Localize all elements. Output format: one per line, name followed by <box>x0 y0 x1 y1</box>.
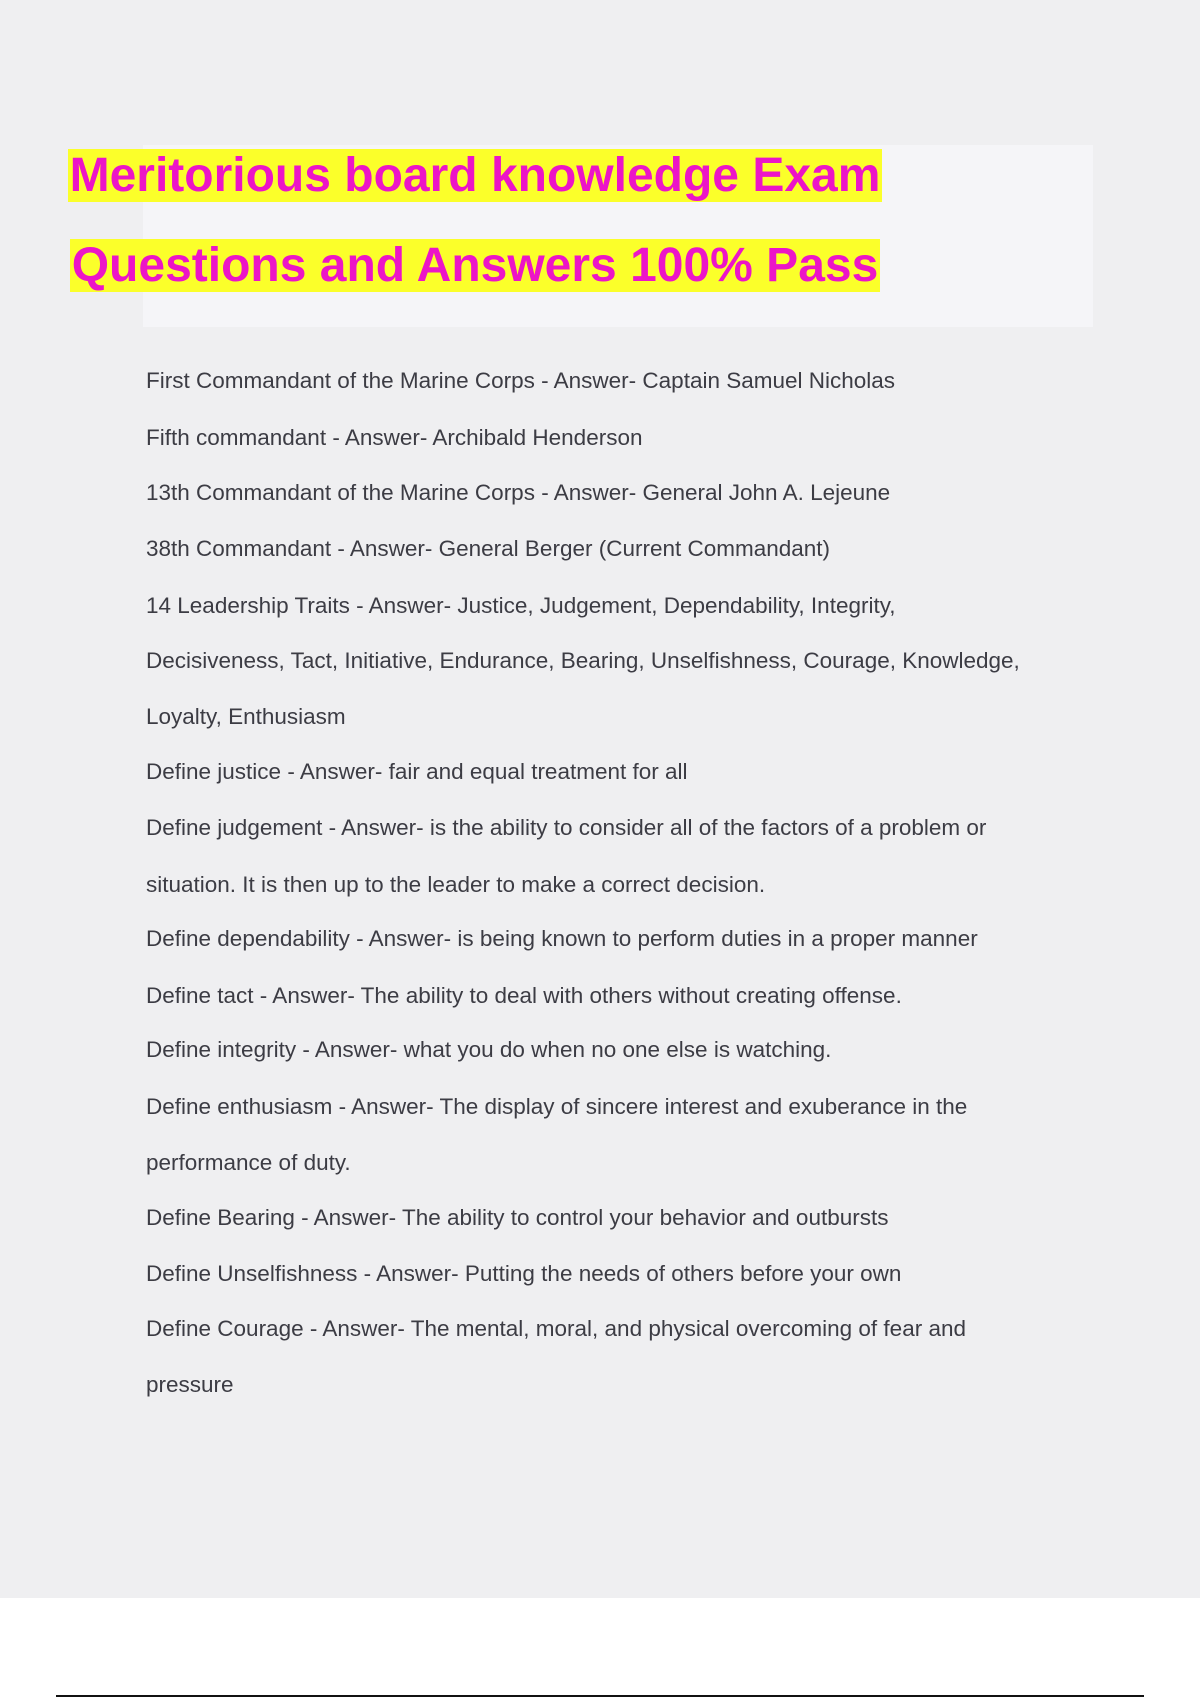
footer-divider <box>56 1695 1144 1697</box>
content-line: Define dependability - Answer- is being known to perform duties in a proper manner <box>146 926 978 951</box>
content-line: Fifth commandant - Answer- Archibald Henderson <box>146 425 643 450</box>
document-title-line-1 <box>0 146 950 206</box>
content-line: Decisiveness, Tact, Initiative, Endurance, Bearing, Unselfishness, Courage, Knowledge, <box>146 648 1020 673</box>
content-line: Define Bearing - Answer- The ability to control your behavior and outbursts <box>146 1205 889 1230</box>
document-title-line-2 <box>0 236 950 296</box>
content-line: Define enthusiasm - Answer- The display of sincere interest and exuberance in the <box>146 1094 968 1119</box>
content-line: First Commandant of the Marine Corps - Answer- Captain Samuel Nicholas <box>146 368 896 393</box>
content-line: Define Courage - Answer- The mental, moral, and physical overcoming of fear and <box>146 1316 966 1341</box>
content-line: Define tact - Answer- The ability to deal with others without creating offense. <box>146 983 902 1008</box>
content-line: Define integrity - Answer- what you do when no one else is watching. <box>146 1037 832 1062</box>
content-line: performance of duty. <box>146 1150 351 1175</box>
content-line: Define justice - Answer- fair and equal treatment for all <box>146 759 688 784</box>
content-line: 13th Commandant of the Marine Corps - Answer- General John A. Lejeune <box>146 480 891 505</box>
title-line-2-text: Questions and Answers 100% Pass <box>71 239 879 292</box>
content-line: pressure <box>146 1372 234 1397</box>
content-line: Loyalty, Enthusiasm <box>146 704 346 729</box>
content-line: situation. It is then up to the leader to make a correct decision. <box>146 872 766 897</box>
content-line: Define Unselfishness - Answer- Putting the needs of others before your own <box>146 1261 902 1286</box>
content-line: Define judgement - Answer- is the ability to consider all of the factors of a problem or <box>146 815 987 840</box>
title-line-1-text: Meritorious board knowledge Exam <box>69 149 881 202</box>
content-line: 38th Commandant - Answer- General Berger (Current Commandant) <box>146 536 831 561</box>
content-line: 14 Leadership Traits - Answer- Justice, Judgement, Dependability, Integrity, <box>146 593 896 618</box>
